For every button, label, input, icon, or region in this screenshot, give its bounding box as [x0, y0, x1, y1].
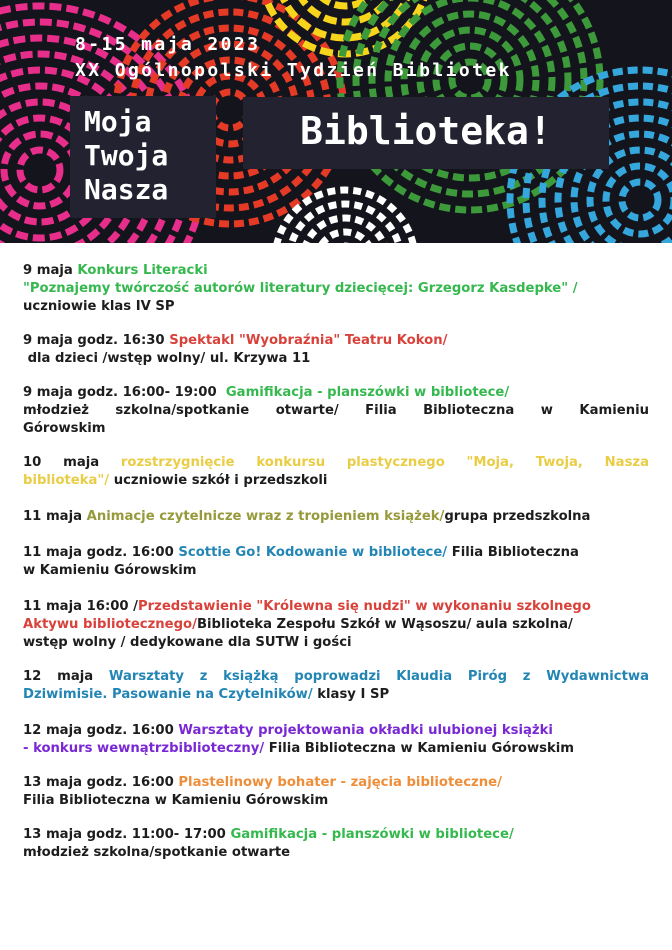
event-dates: 8-15 maja 2023 [75, 34, 261, 55]
event-title: Konkurs Literacki [77, 263, 208, 278]
event-title-line: "Poznajemy twórczość autorów literatury dziecięcej: Grzegorz Kasdepke" / [23, 281, 578, 296]
event-title-line: Przedstawienie "Królewna się nudzi" w wykonaniu szkolnego [137, 599, 591, 614]
event-detail-line: w Kamieniu Górowskim [23, 563, 197, 578]
title-box-left [70, 96, 216, 218]
title-box-right [243, 97, 609, 169]
header-banner [0, 0, 672, 243]
event-date: 10 maja [23, 455, 100, 470]
event-detail-line: Filia Biblioteczna [451, 545, 579, 560]
title-word-moja: Moja [84, 105, 152, 138]
event-subtitle: XX Ogólnopolski Tydzień Bibliotek [75, 60, 512, 81]
event-date: 13 maja godz. 16:00 [23, 775, 174, 790]
event-date: 11 maja godz. 16:00 [23, 545, 174, 560]
event-title-line: Dziwimisie. Pasowanie na Czytelników/ [23, 687, 313, 702]
event-detail-line: Górowskim [23, 421, 106, 436]
event-title-line: Aktywu bibliotecznego/ [23, 617, 197, 632]
event-item [23, 774, 649, 810]
event-item [23, 508, 649, 526]
event-item [23, 668, 649, 704]
event-title: Gamifikacja - planszówki w bibliotece/ [230, 827, 514, 842]
event-item [23, 262, 649, 316]
event-detail: dla dzieci /wstęp wolny/ ul. Krzywa 11 [23, 351, 311, 366]
event-title: Scottie Go! Kodowanie w bibliotece/ [178, 545, 448, 560]
fingerprint-white [275, 190, 415, 243]
event-detail: Filia Biblioteczna w Kamieniu Górowskim [23, 793, 329, 808]
event-title: Plastelinowy bohater - zajęcia biblioteczne/ [178, 775, 502, 790]
event-detail: uczniowie szkół i przedszkoli [113, 473, 328, 488]
title-word-twoja: Twoja [84, 139, 169, 172]
event-item [23, 722, 649, 758]
event-list [23, 262, 649, 878]
event-date: 12 maja [23, 669, 94, 684]
event-item [23, 454, 649, 490]
event-title: Gamifikacja - planszówki w bibliotece/ [225, 385, 510, 400]
event-item [23, 544, 649, 580]
event-item [23, 826, 649, 862]
event-item [23, 384, 649, 438]
event-date: 9 maja [23, 263, 73, 278]
event-title-line: Warsztaty projektowania okładki ulubionej książki [178, 723, 553, 738]
event-item [23, 332, 649, 368]
event-detail: Filia Biblioteczna w Kamieniu Górowskim [268, 741, 575, 756]
event-title-line: rozstrzygnięcie konkursu plastycznego "Moja, Twoja, Nasza [120, 455, 649, 470]
event-detail-line: Biblioteka Zespołu Szkół w Wąsoszu/ aula szkolna/ [196, 617, 573, 632]
event-detail: młodzież szkolna/spotkanie otwarte [23, 845, 291, 860]
event-date: 11 maja 16:00 / [23, 599, 138, 614]
event-title-line: Warsztaty z książką poprowadzi Klaudia Piróg z Wydawnictwa [108, 669, 649, 684]
event-date: 9 maja godz. 16:30 [23, 333, 165, 348]
event-date: 12 maja godz. 16:00 [23, 723, 174, 738]
event-detail: klasy I SP [317, 687, 390, 702]
title-word-nasza: Nasza [84, 173, 169, 206]
event-detail: grupa przedszkolna [444, 509, 591, 524]
title-main: Biblioteka! [300, 109, 552, 153]
event-title-line: biblioteka"/ [23, 473, 110, 488]
event-detail: uczniowie klas IV SP [23, 299, 175, 314]
event-detail-line: wstęp wolny / dedykowane dla SUTW i gości [23, 635, 352, 650]
event-date: 9 maja godz. 16:00- 19:00 [23, 385, 217, 400]
event-item [23, 598, 649, 652]
event-title: Spektakl "Wyobraźnia" Teatru Kokon/ [169, 333, 448, 348]
event-detail-line: młodzież szkolna/spotkanie otwarte/ Filia Biblioteczna w Kamieniu [23, 403, 649, 418]
event-date: 13 maja godz. 11:00- 17:00 [23, 827, 226, 842]
event-date: 11 maja [23, 509, 83, 524]
event-title: Animacje czytelnicze wraz z tropieniem książek/ [86, 509, 445, 524]
event-title-line: - konkurs wewnątrzbiblioteczny/ [23, 741, 265, 756]
